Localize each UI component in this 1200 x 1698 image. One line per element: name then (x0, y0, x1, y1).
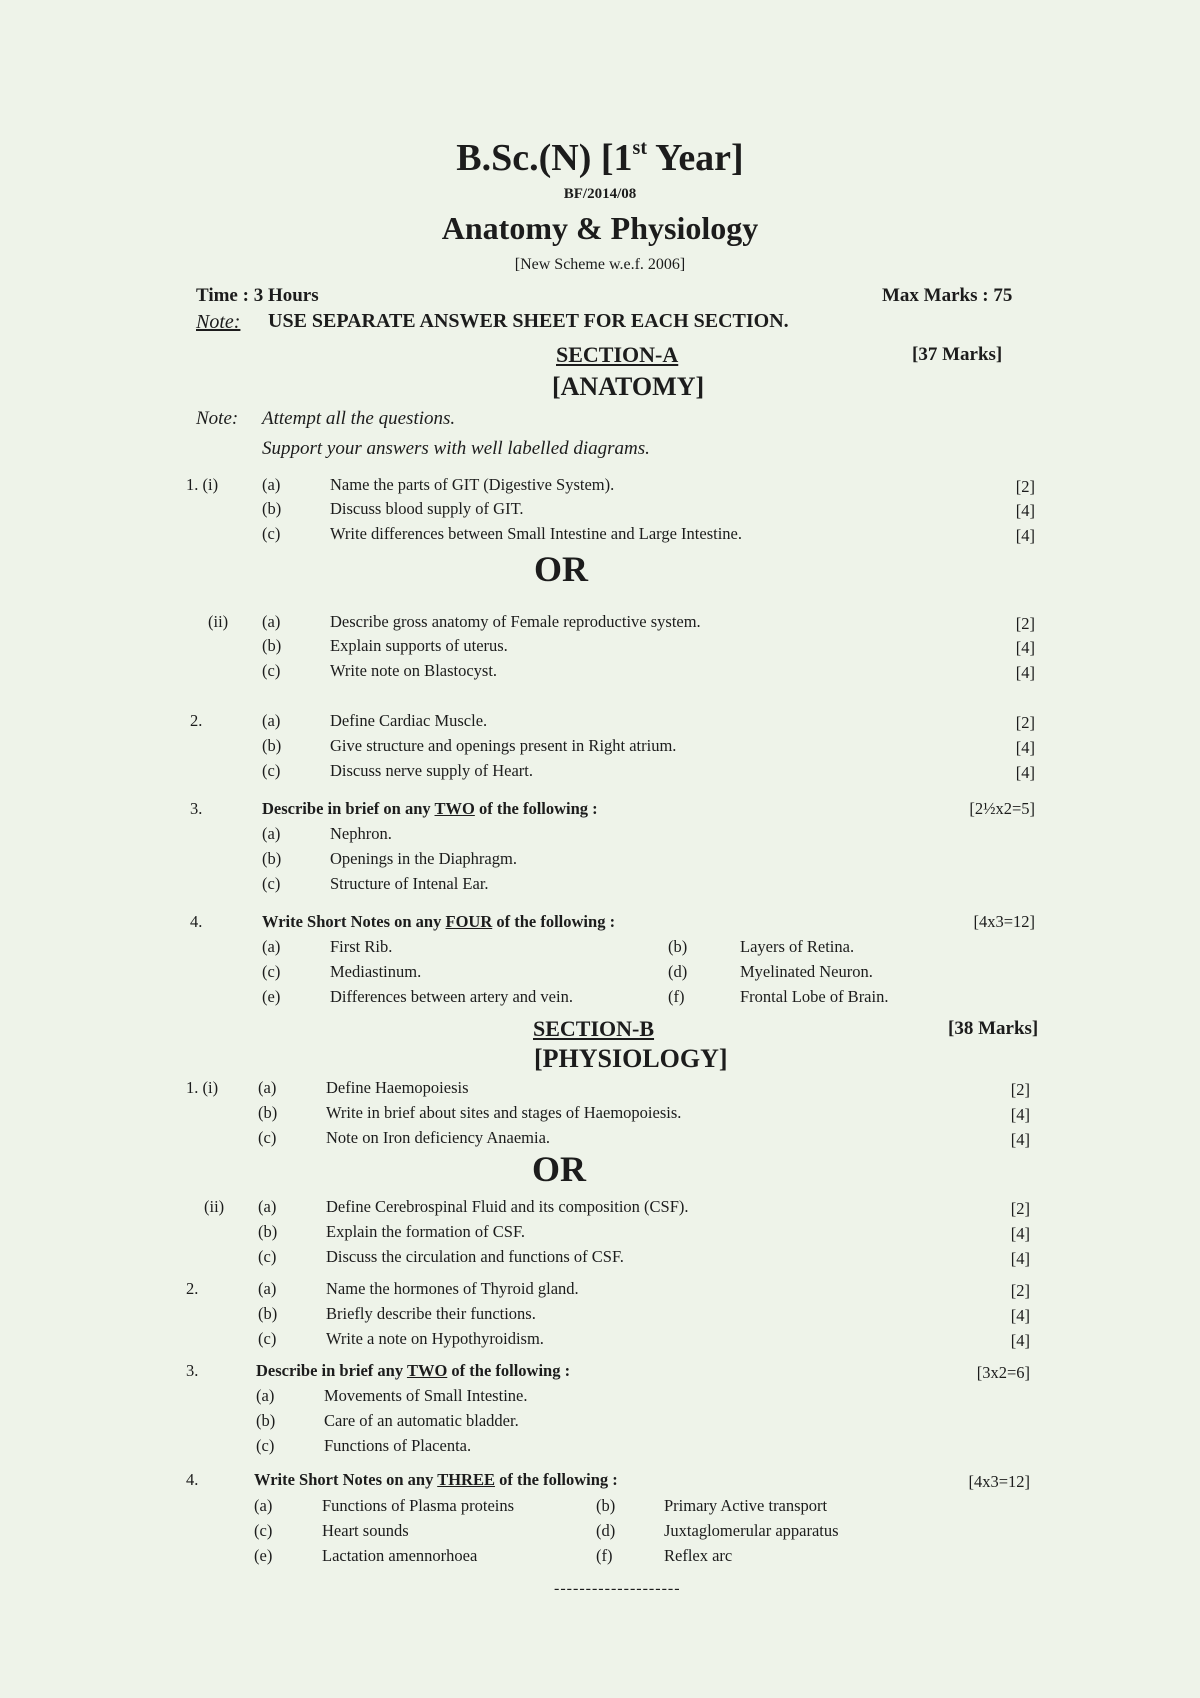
note-label: Note: (196, 311, 241, 333)
item-marks: [2] (1015, 713, 1035, 732)
section-a-title: SECTION-A (556, 342, 679, 367)
item-marks: [4] (1010, 1130, 1030, 1149)
end-divider: -------------------- (554, 1580, 681, 1597)
item-label: (b) (668, 937, 688, 956)
item-label: (a) (262, 824, 281, 843)
item-label: (a) (256, 1386, 275, 1405)
section-a-subtitle: [ANATOMY] (552, 372, 705, 401)
item-label: (a) (262, 937, 281, 956)
question-heading: Describe in brief any TWO of the following : (256, 1361, 571, 1380)
or-divider: OR (532, 1149, 586, 1189)
item-label: (e) (254, 1546, 273, 1565)
question-number: (ii) (208, 612, 229, 631)
question-item: Discuss nerve supply of Heart. (330, 761, 533, 780)
item-marks: [2] (1010, 1199, 1030, 1218)
item-label: (b) (262, 736, 282, 755)
item-label: (a) (258, 1279, 277, 1298)
question-item: Frontal Lobe of Brain. (740, 987, 889, 1006)
item-label: (b) (256, 1411, 276, 1430)
question-item: Give structure and openings present in Right atrium. (330, 736, 677, 755)
question-number: 4. (190, 912, 203, 931)
item-label: (b) (262, 849, 282, 868)
question-item: Differences between artery and vein. (330, 987, 573, 1006)
item-label: (a) (258, 1197, 277, 1216)
question-item: Explain supports of uterus. (330, 636, 508, 655)
item-marks: [4] (1015, 763, 1035, 782)
question-number: 3. (186, 1361, 199, 1380)
question-item: Write in brief about sites and stages of Haemopoiesis. (326, 1103, 682, 1122)
question-item: Write differences between Small Intestine and Large Intestine. (330, 524, 742, 543)
item-marks: [2] (1015, 614, 1035, 633)
paper-title: B.Sc.(N) [1st Year] (456, 137, 744, 179)
section-b-marks: [38 Marks] (948, 1018, 1039, 1039)
item-label: (c) (258, 1329, 277, 1348)
question-item: Openings in the Diaphragm. (330, 849, 517, 868)
question-item: Describe gross anatomy of Female reproductive system. (330, 612, 701, 631)
question-item: Note on Iron deficiency Anaemia. (326, 1128, 551, 1147)
question-heading: Describe in brief on any TWO of the following : (262, 799, 598, 818)
item-label: (c) (254, 1521, 273, 1540)
item-label: (b) (262, 499, 282, 518)
item-marks: [2] (1010, 1281, 1030, 1300)
question-item: Write a note on Hypothyroidism. (326, 1329, 544, 1348)
question-item: Structure of Intenal Ear. (330, 874, 489, 893)
item-label: (b) (596, 1496, 616, 1515)
note-text: USE SEPARATE ANSWER SHEET FOR EACH SECTION. (268, 310, 789, 332)
section-b-subtitle: [PHYSIOLOGY] (534, 1044, 728, 1073)
item-label: (a) (262, 475, 281, 494)
question-item: Mediastinum. (330, 962, 422, 981)
question-item: Explain the formation of CSF. (326, 1222, 525, 1241)
question-number: 4. (186, 1470, 199, 1489)
item-marks: [4] (1015, 663, 1035, 682)
subject-title: Anatomy & Physiology (441, 210, 759, 246)
question-number: 1. (i) (186, 475, 219, 494)
question-item: Functions of Placenta. (324, 1436, 472, 1455)
question-item: Name the parts of GIT (Digestive System). (330, 475, 615, 494)
item-marks: [4] (1010, 1306, 1030, 1325)
item-label: (d) (668, 962, 688, 981)
item-label: (c) (262, 874, 281, 893)
question-item: Briefly describe their functions. (326, 1304, 536, 1323)
paper-code: BF/2014/08 (563, 186, 637, 202)
section-a-marks: [37 Marks] (912, 344, 1003, 365)
question-number: 3. (190, 799, 203, 818)
item-marks: [4] (1015, 738, 1035, 757)
section-a-note-line1: Attempt all the questions. (262, 408, 456, 429)
section-a-note-line2: Support your answers with well labelled diagrams. (262, 438, 650, 459)
question-item: Define Haemopoiesis (326, 1078, 469, 1097)
question-marks: [2½x2=5] (969, 799, 1035, 818)
item-label: (c) (262, 962, 281, 981)
item-label: (f) (596, 1546, 613, 1565)
item-marks: [4] (1015, 501, 1035, 520)
max-marks-label: Max Marks : 75 (882, 285, 1013, 306)
question-heading: Write Short Notes on any THREE of the following : (254, 1470, 618, 1489)
question-item: Lactation amennorhoea (322, 1546, 478, 1565)
item-marks: [2] (1010, 1080, 1030, 1099)
question-item: Nephron. (330, 824, 392, 843)
question-item: Care of an automatic bladder. (324, 1411, 519, 1430)
question-number: (ii) (204, 1197, 225, 1216)
item-marks: [4] (1015, 638, 1035, 657)
item-label: (f) (668, 987, 685, 1006)
item-label: (c) (262, 661, 281, 680)
item-label: (a) (254, 1496, 273, 1515)
item-label: (c) (258, 1247, 277, 1266)
time-label: Time : 3 Hours (196, 285, 319, 306)
question-item: Reflex arc (664, 1546, 733, 1565)
item-marks: [2] (1015, 477, 1035, 496)
item-label: (b) (258, 1103, 278, 1122)
scheme-note: [New Scheme w.e.f. 2006] (514, 256, 686, 273)
question-heading: Write Short Notes on any FOUR of the following : (262, 912, 616, 931)
question-item: Discuss the circulation and functions of CSF. (326, 1247, 624, 1266)
question-item: Primary Active transport (664, 1496, 828, 1515)
item-label: (b) (262, 636, 282, 655)
section-a-note-label: Note: (196, 408, 239, 429)
item-label: (b) (258, 1304, 278, 1323)
question-marks: [3x2=6] (976, 1363, 1030, 1382)
question-number: 1. (i) (186, 1078, 219, 1097)
question-item: First Rib. (330, 937, 393, 956)
or-divider: OR (534, 549, 588, 589)
question-item: Discuss blood supply of GIT. (330, 499, 524, 518)
question-item: Write note on Blastocyst. (330, 661, 498, 680)
question-item: Define Cardiac Muscle. (330, 711, 488, 730)
item-marks: [4] (1015, 526, 1035, 545)
question-item: Movements of Small Intestine. (324, 1386, 528, 1405)
question-number: 2. (186, 1279, 199, 1298)
item-label: (a) (258, 1078, 277, 1097)
question-item: Functions of Plasma proteins (322, 1496, 515, 1515)
item-label: (a) (262, 711, 281, 730)
item-label: (b) (258, 1222, 278, 1241)
question-item: Layers of Retina. (740, 937, 855, 956)
item-marks: [4] (1010, 1331, 1030, 1350)
question-marks: [4x3=12] (973, 912, 1035, 931)
question-item: Myelinated Neuron. (740, 962, 873, 981)
question-number: 2. (190, 711, 203, 730)
item-label: (c) (256, 1436, 275, 1455)
question-marks: [4x3=12] (968, 1472, 1030, 1491)
item-label: (c) (262, 524, 281, 543)
question-item: Name the hormones of Thyroid gland. (326, 1279, 579, 1298)
item-label: (e) (262, 987, 281, 1006)
item-marks: [4] (1010, 1105, 1030, 1124)
item-marks: [4] (1010, 1224, 1030, 1243)
item-label: (c) (258, 1128, 277, 1147)
item-label: (c) (262, 761, 281, 780)
item-label: (a) (262, 612, 281, 631)
question-item: Juxtaglomerular apparatus (664, 1521, 839, 1540)
item-label: (d) (596, 1521, 616, 1540)
question-item: Define Cerebrospinal Fluid and its composition (CSF). (326, 1197, 689, 1216)
item-marks: [4] (1010, 1249, 1030, 1268)
question-item: Heart sounds (322, 1521, 409, 1540)
section-b-title: SECTION-B (533, 1016, 655, 1041)
